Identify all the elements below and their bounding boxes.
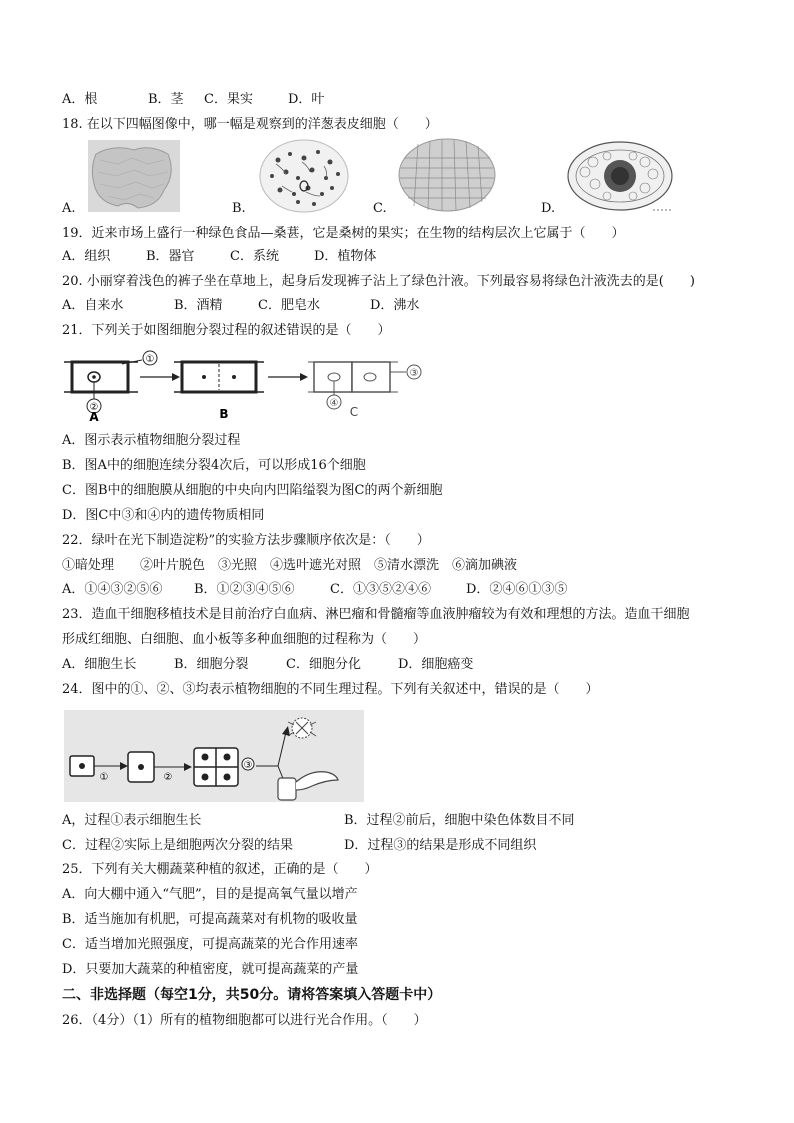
q21-label-a: A <box>89 410 99 422</box>
q23-options <box>62 656 473 674</box>
q19-option-c: C．系统 <box>230 249 279 264</box>
q22-stem: 22．绿叶在光下制造淀粉”的实验方法步骤顺序依次是：（ ） <box>62 533 430 548</box>
q21-label-1: ① <box>145 354 155 365</box>
q22-option-d: D．②④⑥①③⑤ <box>466 582 568 597</box>
q17-option-d: D．叶 <box>288 92 325 107</box>
q24-option-c: C．过程②实际上是细胞两次分裂的结果 <box>62 838 293 853</box>
q23-option-d: D．细胞癌变 <box>398 657 474 672</box>
q22-steps: ①暗处理 ②叶片脱色 ③光照 ④选叶遮光对照 ⑤清水漂洗 ⑥滴加碘液 <box>62 558 518 573</box>
q22-option-b: B．①②③④⑤⑥ <box>194 582 295 597</box>
q18-image-d <box>565 138 675 214</box>
q17-option-a: A．根 <box>62 92 98 107</box>
q25-option-c: C．适当增加光照强度，可提高蔬菜的光合作用速率 <box>62 937 358 952</box>
q17-option-b: B．茎 <box>148 92 184 107</box>
q21-option-b: B．图A中的细胞连续分裂4次后，可以形成16个细胞 <box>62 458 366 473</box>
q24-stem: 24．图中的①、②、③均表示植物细胞的不同生理过程。下列有关叙述中，错误的是（ ） <box>62 682 599 697</box>
q23-stem-line-2: 形成红细胞、白细胞、血小板等多种血细胞的过程称为（ ） <box>62 632 427 647</box>
q25-option-d: D．只要加大蔬菜的种植密度，就可提高蔬菜的产量 <box>62 962 359 977</box>
q23-stem-line-1: 23．造血干细胞移植技术是目前治疗白血病、淋巴瘤和骨髓瘤等血液肿瘤较为有效和理想的方法。造血干细胞 <box>62 607 690 622</box>
q18-label-b: B. <box>232 201 246 216</box>
q18-label-d: D. <box>541 201 556 216</box>
q19-option-b: B．器官 <box>146 249 195 264</box>
q22-option-c: C．①③⑤②④⑥ <box>330 582 431 597</box>
q19-options <box>62 248 376 266</box>
q22-options <box>62 581 567 599</box>
q23-option-a: A．细胞生长 <box>62 657 137 672</box>
q25-option-b: B．适当施加有机肥，可提高蔬菜对有机物的吸收量 <box>62 912 358 927</box>
q24-cell-process-figure <box>64 710 364 802</box>
q18-image-c <box>398 138 496 212</box>
q24-label-2: ② <box>163 772 173 783</box>
q21-stem: 21．下列关于如图细胞分裂过程的叙述错误的是（ ） <box>62 323 391 338</box>
q21-option-a: A．图示表示植物细胞分裂过程 <box>62 433 241 448</box>
q20-option-b: B．酒精 <box>174 298 223 313</box>
q17-options <box>62 91 324 109</box>
q24-option-a: A，过程①表示细胞生长 <box>62 813 202 828</box>
q21-label-3: ③ <box>409 368 419 379</box>
q24-label-3: ③ <box>243 760 253 771</box>
q24-option-d: D．过程③的结果是形成不同组织 <box>344 838 537 853</box>
q18-label-c: C. <box>373 201 387 216</box>
q21-label-b: B <box>219 407 229 421</box>
q24-label-1: ① <box>99 772 109 783</box>
q18-image-a <box>88 140 180 212</box>
q21-cell-division-figure <box>64 346 434 422</box>
q23-option-b: B．细胞分裂 <box>174 657 249 672</box>
q22-option-a: A．①④③②⑤⑥ <box>62 582 163 597</box>
q20-option-d: D．沸水 <box>370 298 420 313</box>
q20-option-c: C．肥皂水 <box>258 298 320 313</box>
q25-stem: 25．下列有关大棚蔬菜种植的叙述，正确的是（ ） <box>62 862 378 877</box>
q21-label-2: ② <box>89 402 99 413</box>
q23-option-c: C．细胞分化 <box>286 657 361 672</box>
q21-option-d: D．图C中③和④内的遗传物质相同 <box>62 508 265 523</box>
q19-option-d: D．植物体 <box>314 249 377 264</box>
q20-option-a: A．自来水 <box>62 298 124 313</box>
q25-option-a: A．向大棚中通入“气肥”，目的是提高氧气量以增产 <box>62 887 358 902</box>
q19-stem: 19．近来市场上盛行一种绿色食品—桑葚，它是桑树的果实；在生物的结构层次上它属于（ ） <box>62 226 625 241</box>
q24-option-b: B．过程②前后，细胞中染色体数目不同 <box>344 813 575 828</box>
q21-option-c: C．图B中的细胞膜从细胞的中央向内凹陷缢裂为图C的两个新细胞 <box>62 483 443 498</box>
q26-stem: 26．（4分）（1）所有的植物细胞都可以进行光合作用。（ ） <box>62 1013 427 1028</box>
q20-stem: 20. 小丽穿着浅色的裤子坐在草地上，起身后发现裤子沾上了绿色汁液。下列最容易将绿色汁液洗去的是( ) <box>62 274 695 289</box>
q17-option-c: C．果实 <box>204 92 253 107</box>
q20-options <box>62 297 419 315</box>
q18-label-a: A. <box>62 201 76 216</box>
q19-option-a: A．组织 <box>62 249 111 264</box>
q21-label-4: ④ <box>329 398 339 409</box>
section-heading: 二、非选择题（每空1分，共50分。请将答案填入答题卡中） <box>62 987 442 1003</box>
q21-label-c: C <box>349 405 359 419</box>
q18-stem: 18. 在以下四幅图像中，哪一幅是观察到的洋葱表皮细胞（ ） <box>62 117 438 132</box>
q18-image-b <box>258 138 350 214</box>
